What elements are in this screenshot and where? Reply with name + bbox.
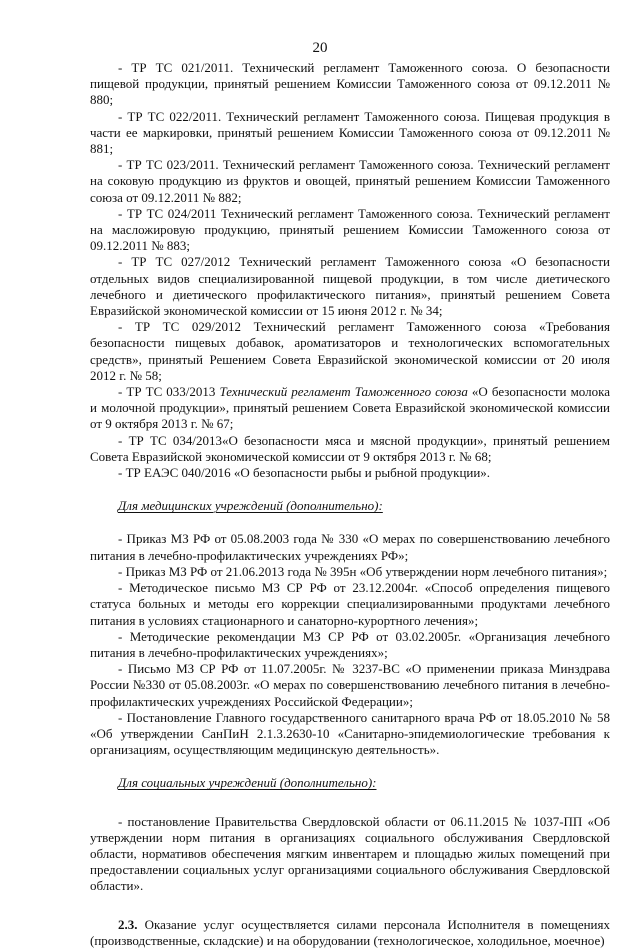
section-paragraph [90,917,610,949]
list-item: - постановление Правительства Свердловской области от 06.11.2015 № 1037-ПП «Об утверждении норм питания в организациях социального обслуживания Свердловской области, нормативов обеспечения мягким инвентарем и площадью жилых помещений при предоставлении социальных услуг организациями социального обслуживания Свердловской области». [90,813,610,894]
list-item: - Методические рекомендации МЗ СР РФ от 03.02.2005г. «Организация лечебного питания в лечебно-профилактических учреждениях»; [90,628,610,660]
page-number: 20 [312,40,328,56]
item-prefix: - ТР ТС 033/2013 [118,384,220,400]
list-item: - ТР ТС 021/2011. Технический регламент Таможенного союза. О безопасности пищевой продукции, принятый решением Комиссии Таможенного союза от 09.12.2011 № 880; [90,60,610,108]
social-heading: Для социальных учреждений (дополнительно): [118,775,377,791]
list-item: - Приказ МЗ РФ от 21.06.2013 года № 395н «Об утверждении норм лечебного питания»; [118,563,608,579]
list-item: - Постановление Главного государственного санитарного врача РФ от 18.05.2010 № 58 «Об утверждении СанПиН 2.1.3.2630-10 «Санитарно-эпидемиологические требования к организациям, осуществляющим медицинскую деятельность». [90,709,610,758]
technical-regulations-list [90,60,610,481]
section-number: 2.3. [118,916,138,932]
list-item: - ТР ЕАЭС 040/2016 «О безопасности рыбы и рыбной продукции». [118,465,491,481]
list-item: - ТР ТС 023/2011. Технический регламент Таможенного союза. Технический регламент на соковую продукцию из фруктов и овощей, принятый решением Комиссии Таможенного союза от 09.12.2011 № 882; [90,157,610,205]
list-item [90,384,610,433]
medical-list [90,531,610,758]
list-item: - Приказ МЗ РФ от 05.08.2003 года № 330 «О мерах по совершенствованию лечебного питания в лечебно-профилактических учреждениях РФ»; [90,531,610,563]
list-item: - ТР ТС 024/2011 Технический регламент Таможенного союза. Технический регламент на масложировую продукцию, принятый решением Комиссии Таможенного союза от 09.12.2011 № 883; [90,205,610,254]
item-italic-text: Технический регламент Таможенного союза [219,384,468,400]
social-list [90,814,610,895]
item-suffix: «О безопасности молока и молочной продукции», принятый решением Совета Евразийской экономической комиссии от 9 октября 2013 г. № 67; [90,384,610,432]
medical-heading: Для медицинских учреждений (дополнительно): [118,498,383,514]
section-text: Оказание услуг осуществляется силами персонала Исполнителя в помещениях (производственные, складские) и на оборудовании (технологическое, холодильное, моечное) [90,916,610,948]
list-item: - Письмо МЗ СР РФ от 11.07.2005г. № 3237-ВС «О применении приказа Минздрава России №330 от 05.08.2003г. «О мерах по совершенствованию лечебного питания в лечебно-профилактических учреждениях Российской Федерации»; [90,661,610,709]
list-item: - ТР ТС 027/2012 Технический регламент Таможенного союза «О безопасности отдельных видов специализированной пищевой продукции, в том числе диетического лечебного и диетического профилактического питания», принятый решением Совета Евразийской экономической комиссии от 15 июня 2012 г. № 34; [90,254,610,319]
list-item: - ТР ТС 034/2013«О безопасности мяса и мясной продукции», принятый решением Совета Евразийской экономической комиссии от 9 октября 2013 г. № 68; [90,432,610,464]
list-item: - ТР ТС 029/2012 Технический регламент Таможенного союза «Требования безопасности пищевых добавок, ароматизаторов и технологических вспомогательных средств», принятый Решением Совета Евразийской экономической комиссии от 20 июля 2012 г. № 58; [90,319,610,383]
list-item: - Методическое письмо МЗ СР РФ от 23.12.2004г. «Способ определения пищевого статуса больных и методы его коррекции специализированными продуктами лечебного питания в условиях стационарного и санаторно-курортного лечения»; [90,580,610,628]
page-content [90,60,610,949]
list-item: - ТР ТС 022/2011. Технический регламент Таможенного союза. Пищевая продукция в части ее маркировки, принятый решением Комиссии Таможенного союза от 09.12.2011 № 881; [90,108,610,157]
